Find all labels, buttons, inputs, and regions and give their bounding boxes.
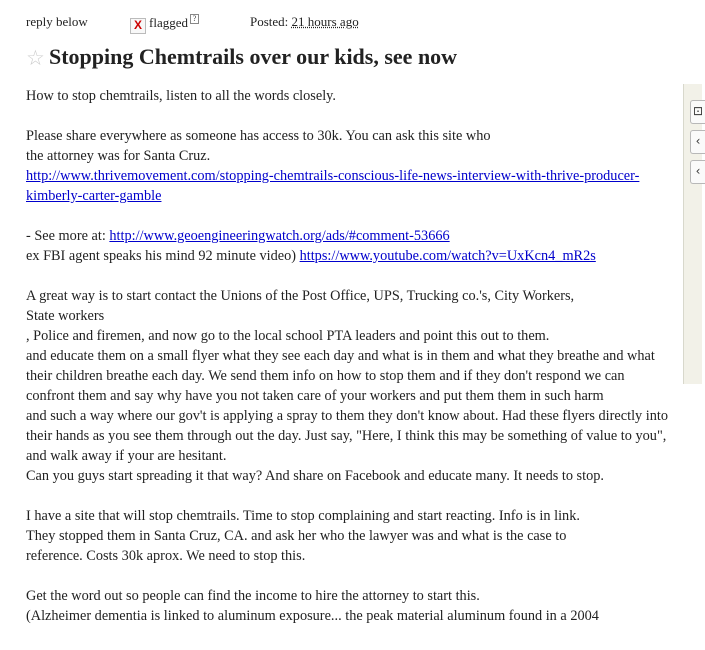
post-text: reference. Costs 30k aprox. We need to stop this. bbox=[26, 548, 306, 564]
posted-label: Posted: bbox=[250, 14, 289, 29]
post-text: Please share everywhere as someone has access to 30k. You can ask this site who bbox=[26, 128, 491, 144]
flag-help-icon[interactable]: ? bbox=[190, 14, 199, 24]
posted-info bbox=[250, 14, 359, 30]
post-link[interactable]: https://www.youtube.com/watch?v=UxKcn4_mR2s bbox=[299, 248, 596, 264]
post-body bbox=[26, 86, 676, 626]
post-text: A great way is to start contact the Unions of the Post Office, UPS, Trucking co.'s, City Workers, bbox=[26, 288, 575, 304]
post-text: and educate them on a small flyer what they see each day and what is in them and what they breathe and what their children breathe each day. We send them info on how to stop them and if they don't respond we can confront them and say why have you not taken care of your workers and put them them in such harm bbox=[26, 348, 655, 404]
flag-x-icon[interactable]: X bbox=[130, 18, 146, 34]
post-text: , Police and firemen, and now go to the local school PTA leaders and point this out to them. bbox=[26, 328, 550, 344]
reply-below-label: reply below bbox=[26, 14, 88, 29]
flagged-label: flagged bbox=[149, 15, 188, 30]
post-text: Can you guys start spreading it that way? And share on Facebook and educate many. It needs to stop. bbox=[26, 468, 604, 484]
post-text: - See more at: bbox=[26, 228, 110, 244]
post-text: State workers bbox=[26, 308, 105, 324]
post-text: the attorney was for Santa Cruz. bbox=[26, 148, 211, 164]
post-text: ex FBI agent speaks his mind 92 minute video) bbox=[26, 248, 300, 264]
post-text: How to stop chemtrails, listen to all the words closely. bbox=[26, 88, 336, 104]
side-panel-button-3[interactable]: ‹ bbox=[690, 160, 705, 184]
post-text: and such a way where our gov't is applying a spray to them they don't know about. Had these flyers directly into their hands as you see them through out the day. Just say, "Here, I think this may be something of value to you", and walk away if your are hesitant. bbox=[26, 408, 669, 464]
flag-control[interactable] bbox=[130, 14, 199, 34]
post-link[interactable]: http://www.geoengineeringwatch.org/ads/#comment-53666 bbox=[109, 228, 450, 244]
side-panel-button-2[interactable]: ‹ bbox=[690, 130, 705, 154]
post-text: Get the word out so people can find the income to hire the attorney to start this. bbox=[26, 588, 480, 604]
side-panel bbox=[683, 84, 702, 384]
post-header bbox=[26, 14, 666, 34]
posted-time: 21 hours ago bbox=[291, 14, 359, 29]
post-text: I have a site that will stop chemtrails. Time to stop complaining and start reacting. Info is in link. bbox=[26, 508, 580, 524]
side-panel-button-1[interactable]: ⊡ bbox=[690, 100, 705, 124]
post-text: (Alzheimer dementia is linked to aluminum exposure... the peak material aluminum found in a 2004 bbox=[26, 608, 599, 624]
post-link[interactable]: http://www.thrivemovement.com/stopping-chemtrails-conscious-life-news-interview-with-thrive-producer-kimberly-carter-gamble bbox=[26, 168, 640, 204]
post-text: They stopped them in Santa Cruz, CA. and ask her who the lawyer was and what is the case to bbox=[26, 528, 567, 544]
title-row bbox=[26, 44, 676, 74]
post-title: Stopping Chemtrails over our kids, see now bbox=[49, 44, 458, 69]
favorite-star-icon[interactable]: ☆ bbox=[26, 46, 45, 70]
